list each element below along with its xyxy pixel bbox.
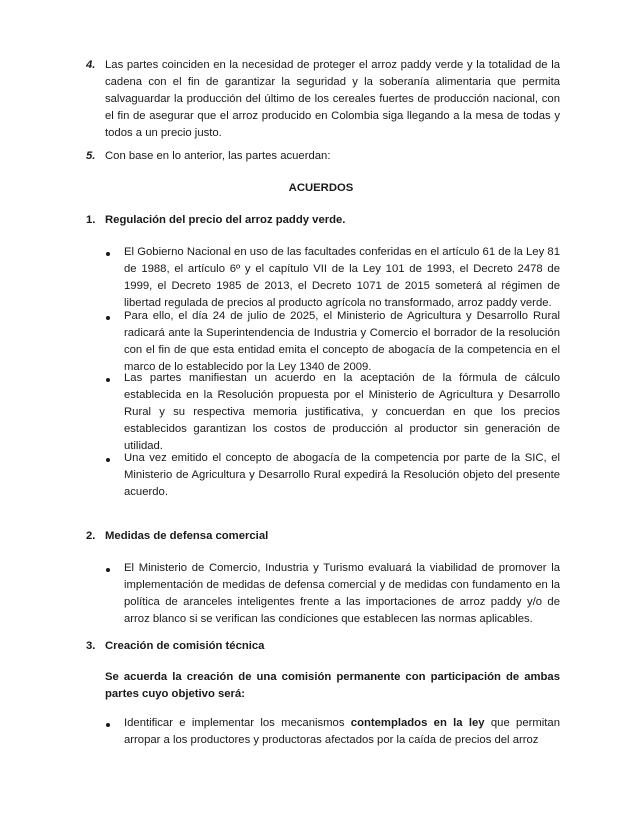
bullet-icon (106, 723, 110, 727)
bullet-icon (106, 378, 110, 382)
item-4-paragraph: Las partes coinciden en la necesidad de proteger el arroz paddy verde y la totalidad de la cadena con el fin de garantizar la seguridad y la soberanía alimentaria que permita salvaguardar la producción del último de los cereales fuertes de producción nacional, con el fin de asegurar que el arroz producido en Colombia siga llegando a la mesa de todas y todos a un precio justo. (105, 59, 560, 139)
section-3-bullet-1 (124, 715, 560, 749)
section-3-number: 3. (86, 640, 96, 652)
section-1-number: 1. (86, 214, 96, 226)
section-3-intro: Se acuerda la creación de una comisión permanente con participación de ambas partes cuyo objetivo será: (105, 671, 560, 700)
bullet-text-bold: contemplados en la ley (350, 717, 485, 729)
section-1-bullet-2: Para ello, el día 24 de julio de 2025, el Ministerio de Agricultura y Desarrollo Rural radicará ante la Superintendencia de Industria y Comercio el borrador de la resolución con el fin de que esta entidad emita el concepto de abogacía de la competencia en el marco de lo establecido por la Ley 1340 de 2009. (124, 310, 560, 373)
section-1-title: Regulación del precio del arroz paddy verde. (105, 214, 346, 226)
section-2-title: Medidas de defensa comercial (105, 530, 269, 542)
item-number-4: 4. (86, 59, 96, 71)
section-2-number: 2. (86, 530, 96, 542)
bullet-icon (106, 252, 110, 256)
section-3-title: Creación de comisión técnica (105, 640, 265, 652)
bullet-text-after: que permitan arropar a los productores y productoras afectados por la caída de precios del arroz (124, 717, 560, 746)
bullet-text-before: Identificar e implementar los mecanismos (124, 717, 351, 729)
item-5-paragraph: Con base en lo anterior, las partes acuerdan: (105, 150, 331, 162)
item-number-5: 5. (86, 150, 96, 162)
bullet-icon (106, 316, 110, 320)
bullet-icon (106, 568, 110, 572)
section-1-bullet-4: Una vez emitido el concepto de abogacía de la competencia por parte de la SIC, el Ministerio de Agricultura y Desarrollo Rural expedirá la Resolución objeto del presente acuerdo. (124, 452, 560, 498)
section-2-bullet-1: El Ministerio de Comercio, Industria y Turismo evaluará la viabilidad de promover la implementación de medidas de defensa comercial y de medidas con fundamento en la política de aranceles inteligentes frente a las importaciones de arroz paddy y/o de arroz blanco si se verifican las condiciones que establecen las normas aplicables. (124, 562, 560, 625)
section-1-bullet-3: Las partes manifiestan un acuerdo en la aceptación de la fórmula de cálculo establecida en la Resolución propuesta por el Ministerio de Agricultura y Desarrollo Rural y su respectiva memoria justificativa, y concuerdan en que los precios establecidos garantizan los costos de producción al productor sin generación de utilidad. (124, 372, 560, 452)
section-1-bullet-1: El Gobierno Nacional en uso de las facultades conferidas en el artículo 61 de la Ley 81 de 1988, el artículo 6º y el capítulo VII de la Ley 101 de 1993, el Decreto 2478 de 1999, el Decreto 1985 de 2013, el Decreto 1071 de 2015 someterá al régimen de libertad regulada de precios al producto agrícola no transformado, arroz paddy verde. (124, 246, 560, 309)
acuerdos-heading: ACUERDOS (288, 182, 354, 194)
bullet-icon (106, 458, 110, 462)
